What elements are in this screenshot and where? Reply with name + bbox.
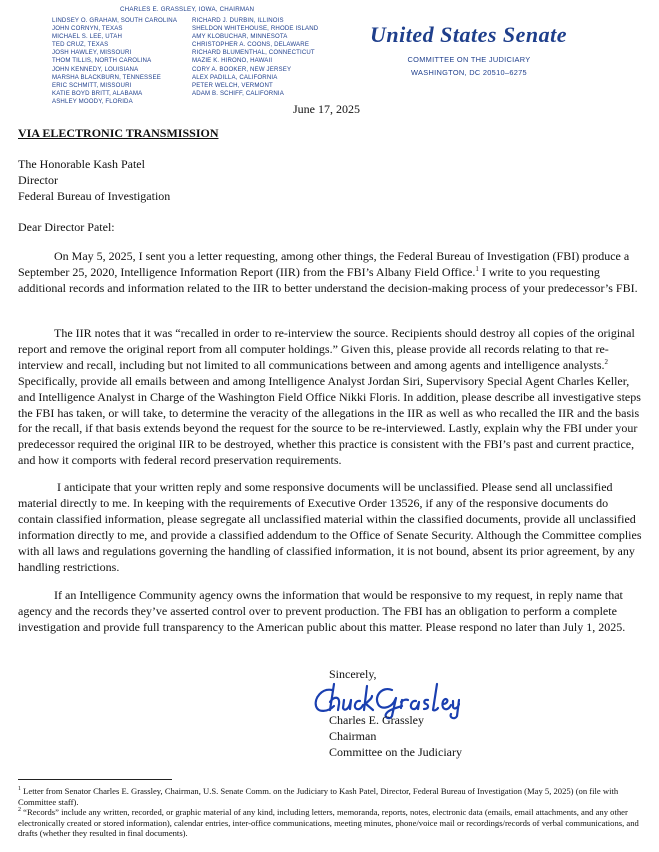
member-name: AMY KLOBUCHAR, MINNESOTA: [192, 33, 288, 41]
recipient-line: Director: [18, 173, 58, 187]
member-name: MICHAEL S. LEE, UTAH: [52, 33, 123, 41]
member-name: CHRISTOPHER A. COONS, DELAWARE: [192, 41, 310, 49]
footnote-2: $^2$ “Records” include any written, recorded, or graphic material of any kind, including letters, memoranda, reports, notes, electronic data (emails, email attachments, and any other electronically created or stored information), calendar entries, inter-office communications, meeting minutes, phone/voice mail or recordings/records of verbal communications, and drafts (whether they resulted in final documents).: [18, 807, 639, 839]
footnotes: [18, 786, 640, 839]
paragraph-3: I anticipate that your written reply and some responsive documents will be unclassified. Please send all unclassified material directly to me. In keeping with the requirements of Executive Order 13526, if any of the responsive documents do contain classified information, please segregate all unclassified material within the classified documents, provide all unclassified information directly to me, and provide a classified addendum to the Office of Senate Security. Although the Committee complies with all laws and regulations governing the handling of classified information, it is not bound, absent its prior agreement, by any handling restrictions.: [18, 480, 642, 574]
member-name: PETER WELCH, VERMONT: [192, 81, 273, 89]
letterhead-members-minority: [192, 17, 318, 98]
footnote-1: $^1$ Letter from Senator Charles E. Grassley, Chairman, U.S. Senate Comm. on the Judiciary to Kash Patel, Director, Federal Bureau of Investigation (May 5, 2025) (on file with Committee staff).: [18, 786, 619, 807]
paragraph-4: If an Intelligence Community agency owns the information that would be responsive to my request, in reply name that agency and the records they’ve asserted control over to prevent production. The FBI has an obligation to perform a complete investigation and provide full transparency to the American public about this matter. Please respond no later than July 1, 2025.: [18, 588, 626, 634]
recipient-address: [18, 156, 170, 204]
recipient-line: Federal Bureau of Investigation: [18, 189, 171, 203]
senate-title: United States Senate: [370, 22, 568, 47]
recipient-line: The Honorable Kash Patel: [18, 157, 145, 171]
footnote-divider: [18, 779, 172, 780]
signer-title: Chairman: [329, 728, 377, 743]
member-name: MARSHA BLACKBURN, TENNESSEE: [52, 73, 161, 81]
signer-committee: Committee on the Judiciary: [329, 744, 462, 759]
signer-name: Charles E. Grassley: [329, 713, 424, 727]
member-name: TED CRUZ, TEXAS: [52, 41, 109, 49]
member-name: THOM TILLIS, NORTH CAROLINA: [52, 57, 152, 65]
committee-address: WASHINGTON, DC 20510–6275: [411, 68, 527, 77]
letterhead-chairman: CHARLES E. GRASSLEY, IOWA, CHAIRMAN: [120, 6, 255, 13]
member-name: JOHN CORNYN, TEXAS: [52, 25, 123, 33]
member-name: ALEX PADILLA, CALIFORNIA: [192, 73, 278, 81]
member-name: LINDSEY O. GRAHAM, SOUTH CAROLINA: [52, 17, 178, 24]
closing: Sincerely,: [329, 667, 377, 681]
transmission-heading: VIA ELECTRONIC TRANSMISSION: [18, 126, 219, 140]
salutation: Dear Director Patel:: [18, 220, 115, 234]
member-name: CORY A. BOOKER, NEW JERSEY: [192, 65, 292, 73]
committee-name: COMMITTEE ON THE JUDICIARY: [407, 55, 531, 64]
paragraph-2: The IIR notes that it was “recalled in order to re-interview the source. Recipients should destroy all copies of the original report and remove the original report from all computer holdings.” Given this, please provide all records relating to that re-interview and recall, including but not limited to all communications between and among agents and intelligence analysts.$^2$ Specifically, provide all emails between and among Intelligence Analyst Jordan Siri, Supervisory Special Agent Charles Keller, and Intelligence Analyst in Charge of the Washington Field Office Nikki Floris. In addition, please describe all investigative steps the FBI has taken, or will take, to determine the veracity of the allegations in the IIR as well as who recalled the IIR and the basis for the recall, if that basis extends beyond the request for the source to be re-interviewed. Lastly, explain why the FBI under your predecessor required the original IIR to be destroyed, whether this practice is consistent with the FBI’s past and current practice, and how it comports with federal record preservation requirements.: [18, 326, 641, 468]
member-name: ERIC SCHMITT, MISSOURI: [52, 81, 132, 89]
paragraph-1: On May 5, 2025, I sent you a letter requesting, among other things, the Federal Bureau of Investigation (FBI) produce a September 25, 2020, Intelligence Information Report (IIR) from the FBI’s Albany Field Office.$^1$ I write to you requesting additional records and information related to the IIR to better understand the decision-making process of your predecessor’s FBI.: [18, 249, 638, 295]
member-name: RICHARD BLUMENTHAL, CONNECTICUT: [192, 49, 315, 57]
footnote-ref-2[interactable]: 2: [604, 357, 609, 366]
signature-block: [329, 713, 462, 760]
member-name: MAZIE K. HIRONO, HAWAII: [192, 57, 273, 65]
member-name: SHELDON WHITEHOUSE, RHODE ISLAND: [192, 25, 319, 33]
member-name: JOSH HAWLEY, MISSOURI: [52, 49, 132, 57]
letter-date: June 17, 2025: [293, 102, 360, 116]
member-name: ADAM B. SCHIFF, CALIFORNIA: [192, 89, 284, 97]
member-name: KATIE BOYD BRITT, ALABAMA: [52, 89, 143, 97]
member-name: RICHARD J. DURBIN, ILLINOIS: [192, 17, 284, 24]
letterhead-members-majority: [52, 17, 177, 106]
committee-block: [384, 53, 554, 79]
member-name: JOHN KENNEDY, LOUISIANA: [52, 65, 139, 73]
member-name: ASHLEY MOODY, FLORIDA: [52, 97, 133, 105]
footnote-ref-1[interactable]: 1: [475, 264, 479, 273]
